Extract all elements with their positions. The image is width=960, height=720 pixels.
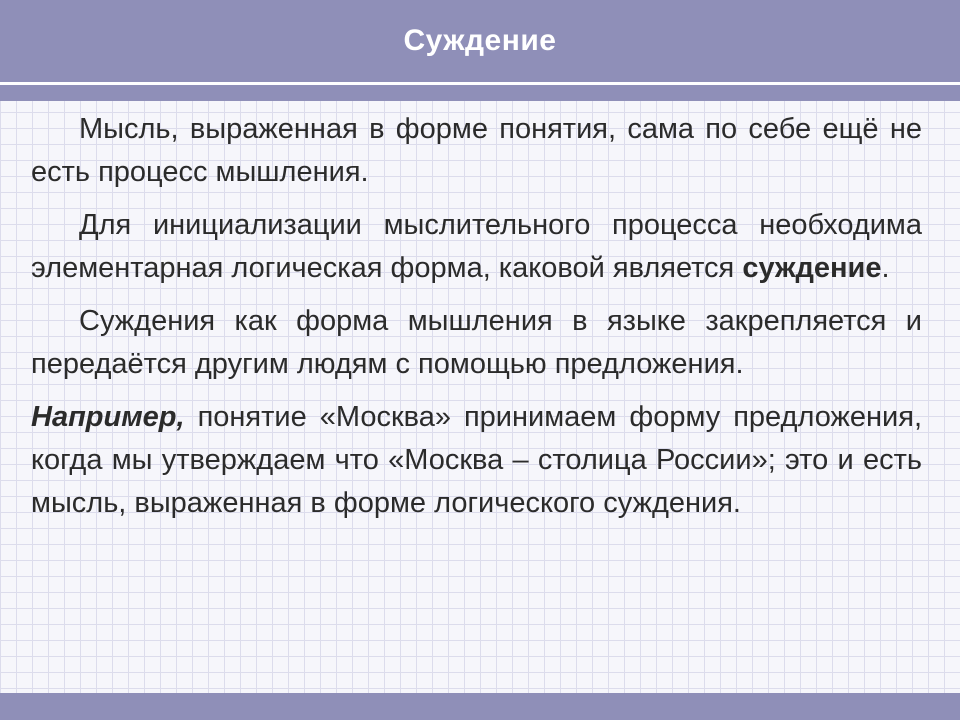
paragraph-text: Для инициализации мыслительного процесса необходима элементарная логическая форма, каковой является (31, 209, 922, 284)
slide-title-bar (0, 0, 960, 82)
judgment-term: суждение (742, 252, 882, 284)
paragraph-concept: Мысль, выраженная в форме понятия, сама по себе ещё не есть процесс мышления. (31, 113, 922, 188)
paragraph-language: Суждения как форма мышления в языке закрепляется и передаётся другим людям с помощью предложения. (31, 305, 922, 380)
slide-title: Суждение (403, 24, 557, 57)
example-label: Например, (31, 401, 185, 433)
slide-body (31, 108, 922, 535)
paragraph-judgment-definition (31, 204, 922, 290)
example-text: понятие «Москва» принимаем форму предложения, когда мы утверждаем что «Москва – столица России»; это и есть мысль, выраженная в форме логического суждения. (31, 401, 922, 519)
slide-footer-bar (0, 693, 960, 720)
paragraph-text-end: . (881, 252, 890, 284)
paragraph-example (31, 396, 922, 525)
title-underline-bar (0, 82, 960, 101)
